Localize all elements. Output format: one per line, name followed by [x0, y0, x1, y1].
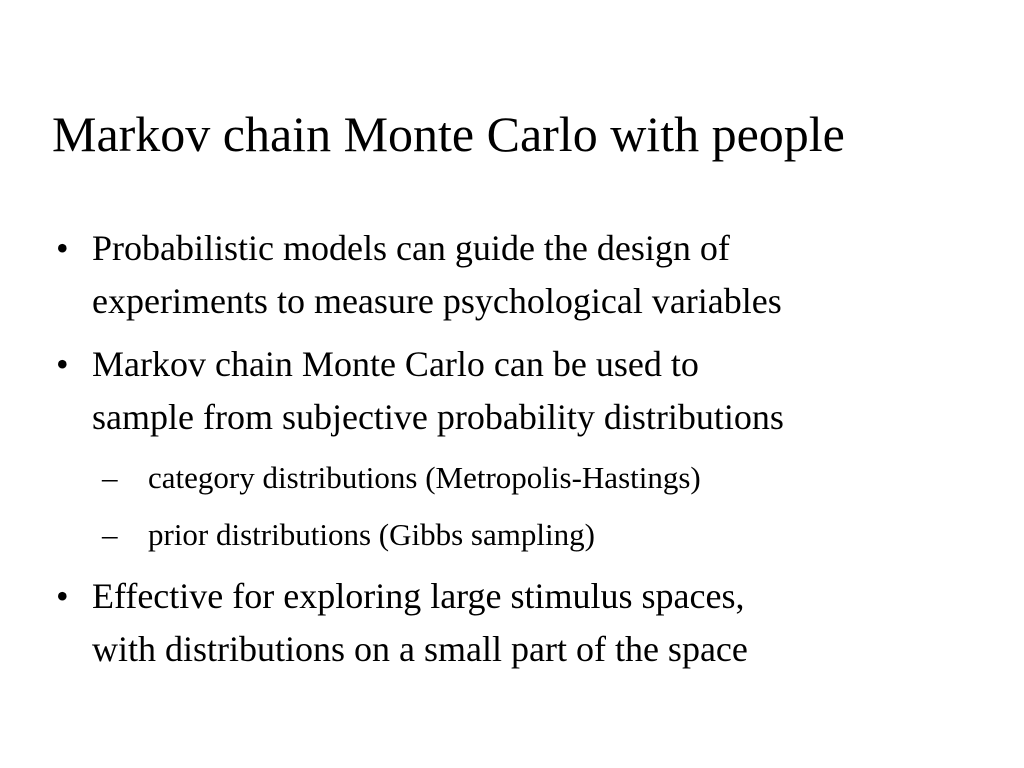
bullet-marker: •	[56, 228, 69, 268]
bullet-text-line: Markov chain Monte Carlo can be used to	[92, 344, 699, 384]
sub-bullet-item	[102, 513, 992, 557]
bullet-marker: •	[56, 576, 69, 616]
sub-bullet-marker: –	[102, 460, 118, 495]
sub-bullet-text: prior distributions (Gibbs sampling)	[148, 517, 595, 552]
bullet-text-line: Probabilistic models can guide the design of	[92, 228, 730, 268]
bullet-text-line: with distributions on a small part of the space	[92, 629, 748, 669]
bullet-item	[52, 338, 992, 557]
bullet-marker: •	[56, 344, 69, 384]
bullet-list	[52, 222, 992, 686]
bullet-text-line: Effective for exploring large stimulus spaces,	[92, 576, 745, 616]
sub-bullet-list	[92, 456, 992, 557]
bullet-item	[52, 222, 992, 328]
bullet-text-line: experiments to measure psychological variables	[92, 281, 782, 321]
bullet-text-line: sample from subjective probability distributions	[92, 397, 784, 437]
sub-bullet-marker: –	[102, 517, 118, 552]
sub-bullet-text: category distributions (Metropolis-Hastings)	[148, 460, 701, 495]
slide-title: Markov chain Monte Carlo with people	[52, 106, 845, 162]
sub-bullet-item	[102, 456, 992, 500]
bullet-item	[52, 570, 992, 676]
